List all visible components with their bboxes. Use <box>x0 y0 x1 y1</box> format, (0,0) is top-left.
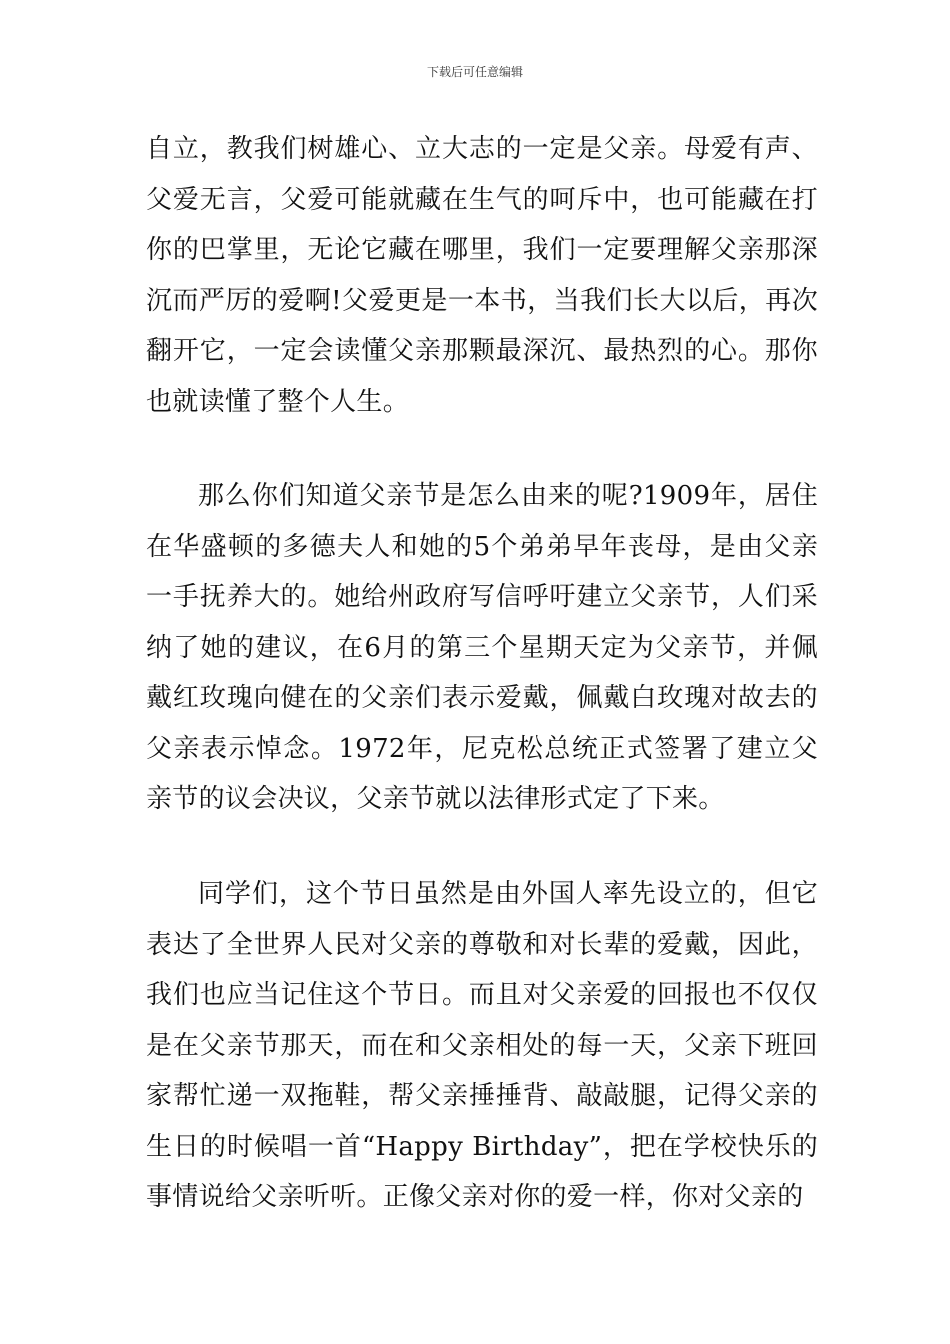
page-header: 下载后可任意编辑 <box>426 65 523 79</box>
paragraph-fathers-day-origin: 那么你们知道父亲节是怎么由来的呢?1909年，居住在华盛顿的多德夫人和她的5个弟弟早年丧母，是由父亲一手抚养大的。她给州政府写信呼吁建立父亲节，人们采纳了她的建议，在6月的第三个星期天定为父亲节，并佩戴红玫瑰向健在的父亲们表示爱戴，佩戴白玫瑰对故去的父亲表示悼念。1972年，尼克松总统正式签署了建立父亲节的议会决议，父亲节就以法律形式定了下来。 <box>146 481 818 814</box>
paragraph-repay-father: 同学们，这个节日虽然是由外国人率先设立的，但它表达了全世界人民对父亲的尊敬和对长辈的爱戴，因此，我们也应当记住这个节日。而且对父亲爱的回报也不仅仅是在父亲节那天，而在和父亲相处的每一天，父亲下班回家帮忙递一双拖鞋，帮父亲捶捶背、敲敲腿，记得父亲的生日的时候唱一首“Happy Birthday”，把在学校快乐的事情说给父亲听听。正像父亲对你的爱一样，你对父亲的 <box>146 879 818 1212</box>
paragraph-father-love: 自立，教我们树雄心、立大志的一定是父亲。母爱有声、父爱无言，父爱可能就藏在生气的呵斥中，也可能藏在打你的巴掌里，无论它藏在哪里，我们一定要理解父亲那深沉而严厉的爱啊!父爱更是一本书，当我们长大以后，再次翻开它，一定会读懂父亲那颗最深沉、最热烈的心。那你也就读懂了整个人生。 <box>146 134 818 417</box>
